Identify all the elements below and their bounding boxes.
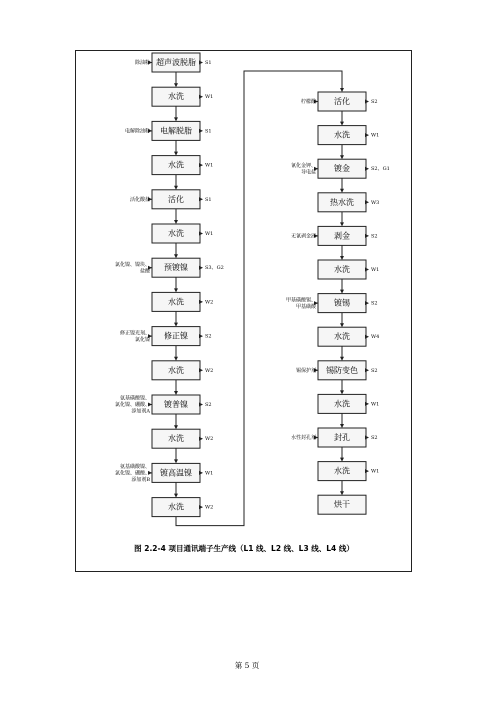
output-emission-label: W2 (205, 504, 214, 511)
input-material-label: 电解除油粉 (124, 128, 150, 135)
arrow-head (199, 403, 203, 407)
output-emission-label: S2 (371, 300, 378, 307)
arrow-head (365, 100, 369, 104)
output-emission-label: S2 (205, 402, 212, 408)
arrow-head (365, 402, 369, 406)
arrow-head (340, 424, 344, 428)
process-step-label: 超声波脱脂 (156, 58, 196, 67)
input-material-label: 水性封孔剂 (290, 435, 316, 441)
arrow-head (174, 152, 178, 156)
arrow-head (365, 469, 369, 473)
arrow-head (340, 222, 344, 226)
arrow-head (174, 117, 178, 121)
process-step-label: 热水洗 (330, 197, 354, 207)
process-step-label: 镀金 (334, 164, 350, 174)
process-step-label: 剥金 (334, 231, 350, 241)
process-step-label: 水洗 (334, 332, 350, 342)
arrow-head (199, 368, 203, 372)
arrow-head (174, 254, 178, 258)
input-material-label: 甲基磺酸锡、 (285, 297, 316, 304)
input-material-label: 添加剂B (131, 476, 150, 483)
arrow-head (340, 491, 344, 495)
process-step-label: 封孔 (334, 433, 350, 442)
process-step-label: 活化 (334, 97, 350, 106)
process-step-label: 水洗 (334, 265, 350, 274)
input-material-label: 氯化镍 (134, 336, 150, 343)
output-emission-label: W1 (205, 94, 214, 101)
arrow-head (199, 505, 203, 509)
input-material-label: 盐酸 (139, 268, 150, 275)
output-emission-label: S2 (371, 99, 378, 105)
output-emission-label: W1 (371, 132, 380, 139)
output-emission-label: W1 (371, 267, 380, 273)
process-step-label: 水洗 (168, 229, 184, 238)
process-step-label: 锡防变色 (326, 365, 358, 375)
process-step-label: 烘干 (334, 500, 350, 510)
arrow-head (199, 163, 203, 167)
arrow-head (174, 459, 178, 463)
arrow-head (199, 129, 203, 133)
output-emission-label: S3、G2 (205, 265, 224, 272)
output-emission-label: W3 (371, 199, 380, 206)
process-step-label: 镀锡 (334, 298, 350, 308)
input-material-label: 氨基磺酸镍、 (119, 463, 150, 470)
process-step-label: 水洗 (168, 297, 184, 307)
input-material-label: 甲基磺酸 (295, 303, 316, 310)
output-emission-label: W1 (205, 231, 214, 237)
arrow-head (199, 266, 203, 270)
arrow-head (174, 83, 178, 87)
arrow-head (340, 458, 344, 462)
output-emission-label: S2、G1 (371, 166, 390, 173)
arrow-head (174, 391, 178, 395)
input-material-label: 锡保护剂 (295, 367, 316, 374)
arrow-head (340, 155, 344, 159)
input-material-label: 氨基磺酸镍、 (119, 395, 150, 402)
arrow-head (340, 290, 344, 294)
output-emission-label: S2 (371, 435, 378, 441)
process-step-label: 水洗 (334, 466, 350, 476)
output-emission-label: W4 (371, 334, 380, 341)
input-material-label: 除油粉 (134, 60, 150, 66)
input-material-label: 活化酸盐 (129, 196, 150, 203)
arrow-head (199, 95, 203, 99)
arrow-head (199, 437, 203, 441)
process-step-label: 活化 (168, 194, 184, 204)
arrow-head (199, 61, 203, 65)
arrow-head (365, 234, 369, 238)
arrow-head (365, 200, 369, 204)
arrow-head (174, 425, 178, 429)
arrow-head (199, 334, 203, 338)
arrow-head (340, 256, 344, 260)
process-step-label: 镀普镍 (164, 400, 188, 409)
input-material-label: 无氰剥金液 (290, 233, 316, 240)
input-material-label: 添加剂A (131, 408, 150, 415)
arrow-head (365, 301, 369, 305)
arrow-head (340, 323, 344, 327)
process-step-label: 水洗 (168, 92, 184, 102)
arrow-head (199, 300, 203, 304)
process-step-label: 水洗 (168, 160, 184, 170)
output-emission-label: S2 (371, 367, 378, 374)
input-material-label: 柠檬酸 (300, 99, 316, 105)
arrow-head (365, 335, 369, 339)
arrow-head (365, 368, 369, 372)
arrow-head (174, 186, 178, 190)
process-step-label: 水洗 (168, 365, 184, 375)
input-material-label: 修正镍光剂、 (119, 330, 150, 337)
arrow-head (174, 220, 178, 224)
process-step-label: 电解脱脂 (160, 126, 192, 136)
input-material-label: 氯化镍、硼酸、 (114, 402, 150, 408)
arrow-head (174, 494, 178, 498)
arrow-head (174, 323, 178, 327)
output-emission-label: W2 (205, 436, 214, 443)
input-material-label: 氯化镍、硼酸、 (114, 470, 150, 477)
arrow-head (174, 357, 178, 361)
arrow-head (365, 133, 369, 137)
output-emission-label: S1 (205, 60, 212, 66)
output-emission-label: W2 (205, 299, 214, 306)
process-step-label: 镀高温镍 (160, 468, 192, 478)
output-emission-label: S1 (205, 196, 212, 203)
input-material-label: 导电盐 (300, 169, 316, 176)
arrow-head (199, 471, 203, 475)
process-step-label: 修正镍 (164, 331, 188, 341)
process-step-label: 预镀镍 (164, 263, 188, 273)
output-emission-label: W1 (205, 162, 214, 169)
arrow-head (365, 167, 369, 171)
figure-caption: 图 2.2-4 项目通讯端子生产线（L1 线、L2 线、L3 线、L4 线） (134, 544, 354, 553)
input-material-label: 氯化镍、镍块、 (114, 261, 150, 268)
output-emission-label: S2 (205, 333, 212, 340)
process-step-label: 水洗 (168, 502, 184, 512)
output-emission-label: W1 (371, 468, 380, 475)
arrow-head (340, 189, 344, 193)
arrow-head (340, 357, 344, 361)
output-emission-label: W2 (205, 367, 214, 374)
process-step-label: 水洗 (334, 399, 350, 409)
output-emission-label: W1 (205, 470, 214, 477)
arrow-head (340, 390, 344, 394)
page-number: 第 5 页 (234, 661, 260, 670)
column-connector (176, 71, 342, 526)
output-emission-label: W1 (371, 401, 380, 408)
arrow-head (340, 122, 344, 126)
output-emission-label: S2 (371, 233, 378, 240)
arrow-head (365, 436, 369, 440)
arrow-head (174, 288, 178, 292)
process-step-label: 水洗 (168, 434, 184, 444)
arrow-head (199, 232, 203, 236)
arrow-head (199, 197, 203, 201)
arrow-head (340, 88, 344, 92)
input-material-label: 氰化金钾、 (290, 162, 316, 169)
process-step-label: 水洗 (334, 130, 350, 140)
output-emission-label: S1 (205, 128, 212, 135)
arrow-head (365, 268, 369, 272)
